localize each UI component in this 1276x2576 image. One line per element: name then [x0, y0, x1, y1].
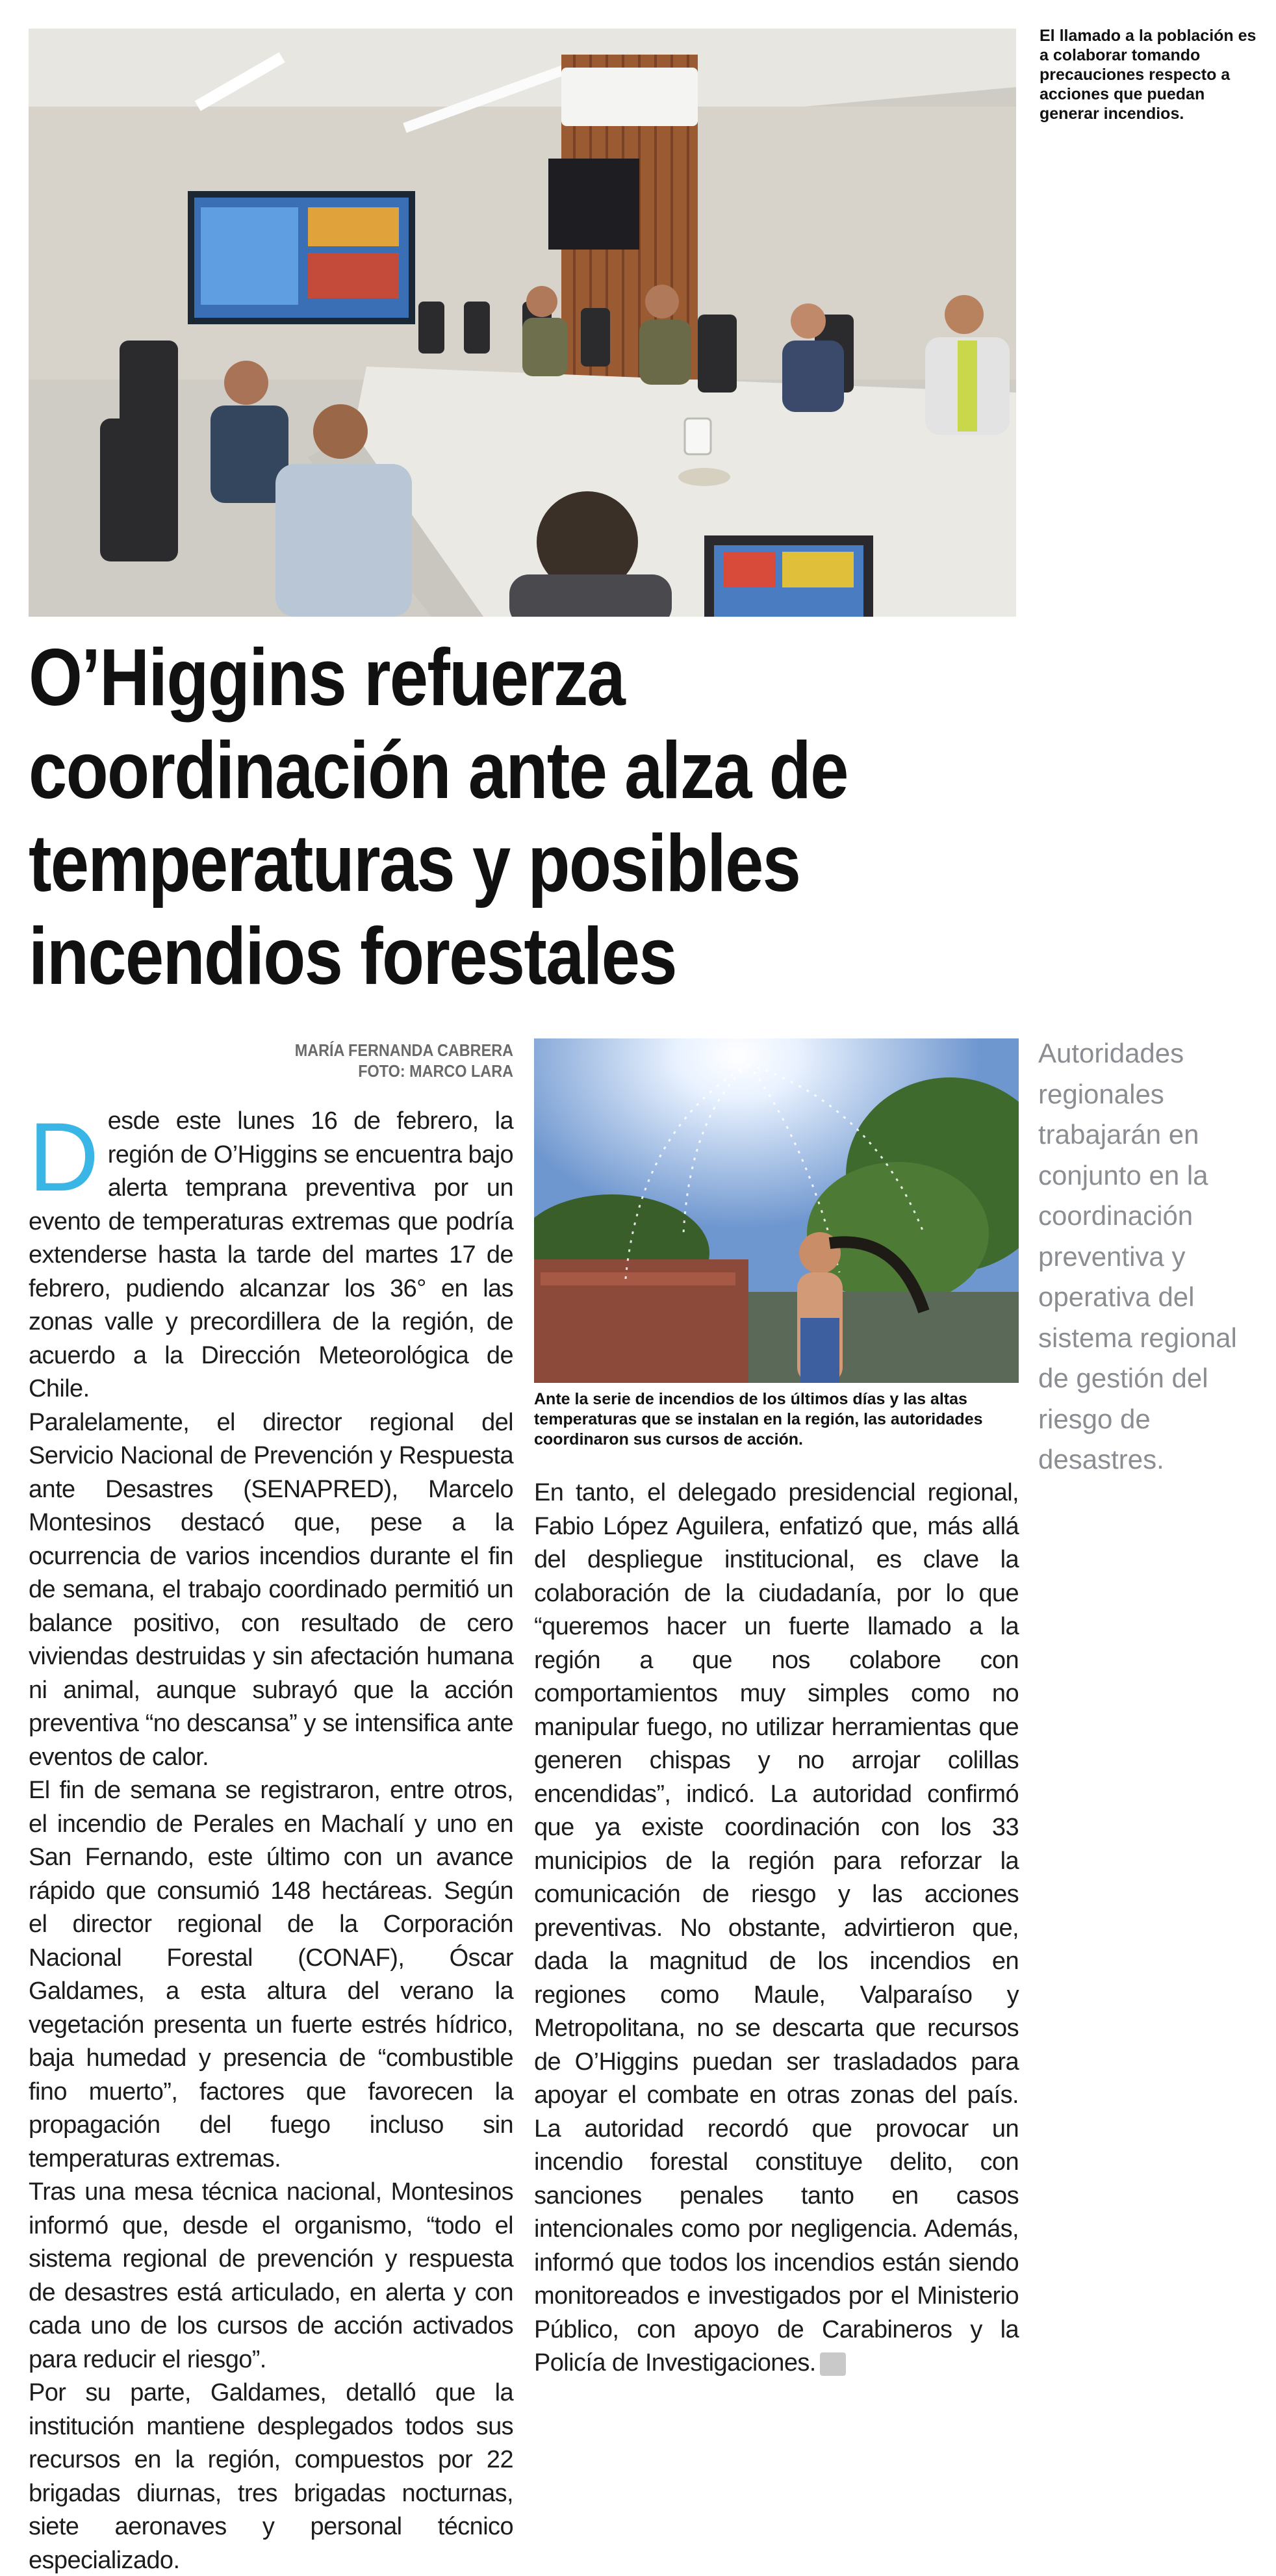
article-column-1: [29, 1102, 513, 2576]
article-headline: [29, 632, 978, 1003]
byline: [274, 1040, 513, 1081]
article-paragraph: Tras una mesa técnica nacional, Montesinos informó que, desde el organismo, “todo el sistema regional de prevención y respuesta de desastres está articulado, en alerta y con cada uno de los cursos de acción activados para reducir el riesgo”.: [29, 2178, 513, 2373]
byline-author: MARÍA FERNANDA CABRERA: [294, 1040, 513, 1060]
drop-cap: D: [29, 1102, 99, 1211]
end-of-article-icon: [820, 2352, 846, 2376]
article-paragraph: [534, 1476, 1019, 2380]
article-paragraph: Paralelamente, el director regional del Servicio Nacional de Prevención y Respuesta ante Desastres (SENAPRED), Marcelo Montesinos destacó que, pese a la ocurrencia de varios incendios durante el fin de semana, el trabajo coordinado permitió un balance positivo, con resultado de cero viviendas destruidas y sin afectación humana ni animal, aunque subrayó que la acción preventiva “no descansa” y se intensifica ante eventos de calor.: [29, 1408, 513, 1771]
headline-line: incendios forestales: [29, 912, 676, 1001]
photo-caption-top: El llamado a la población es a colaborar tomando precauciones respecto a acciones que puedan generar incendios.: [1040, 27, 1257, 123]
meeting-room-illustration: [29, 29, 1016, 617]
article-paragraph: Por su parte, Galdames, detalló que la institución mantiene desplegados todos sus recursos en la región, compuestos por 22 brigadas diurnas, tres brigadas nocturnas, siete aeronaves y personal técnico especializado.: [29, 2379, 513, 2574]
lead-text: esde este lunes 16 de febrero, la región de O’Higgins se encuentra bajo alerta temprana preventiva por un evento de temperaturas extremas que podría extenderse hasta la tarde del martes 17 de febrero, pudiendo alcanzar los 36° en las zonas valle y precordillera de la región, de acuerdo a la Dirección Meteorológica de Chile.: [29, 1107, 513, 1402]
article-paragraph: El fin de semana se registraron, entre otros, el incendio de Perales en Machalí y uno en San Fernando, este último con un avance rápido que consumió 148 hectáreas. Según el director regional de la Corporación Nacional Forestal (CONAF), Óscar Galdames, a esta altura del verano la vegetación presenta un fuerte estrés hídrico, baja humedad y presencia de “combustible fino muerto”, factores que favorecen la propagación del fuego incluso sin temperaturas extremas.: [29, 1777, 513, 2172]
meeting-room-photo: [29, 29, 1016, 617]
fountain-photo: [534, 1038, 1019, 1383]
byline-photo-credit: FOTO: MARCO LARA: [358, 1061, 513, 1081]
headline-line: temperaturas y posibles: [29, 819, 800, 908]
article-column-2: [534, 1476, 1019, 2380]
photo-caption-mid: Ante la serie de incendios de los últimos días y las altas temperaturas que se instalan en la región, las autoridades coordinaron sus cursos de acción.: [534, 1390, 983, 1449]
fountain-illustration: [534, 1038, 1019, 1383]
article-paragraph: [29, 1102, 513, 1406]
article-text: En tanto, el delegado presidencial regional, Fabio López Aguilera, enfatizó que, más allá del despliegue institucional, es clave la colaboración de la ciudadanía, por lo que “queremos hacer un fuerte llamado a la región a que nos colabore con comportamientos muy simples como no manipular fuego, no utilizar herramientas que generen chispas y no arrojar colillas encendidas”, indicó. La autoridad confirmó que ya existe coordinación con los 33 municipios de la región para reforzar la comunicación de riesgo y las acciones preventivas. No obstante, advirtieron que, dada la magnitud de los incendios en regiones como Maule, Valparaíso y Metropolitana, no se descarta que recursos de O’Higgins puedan ser trasladados para apoyar el combate en otras zonas del país. La autoridad recordó que provocar un incendio forestal constituye delito, con sanciones penales tanto en casos intencionales como por negligencia. Además, informó que todos los incendios están siendo monitoreados e investigados por el Ministerio Público, con apoyo de Carabineros y la Policía de Investigaciones.: [534, 1479, 1019, 2376]
headline-line: coordinación ante alza de: [29, 726, 848, 816]
pull-quote: Autoridades regionales trabajarán en conjunto en la coordinación preventiva y operativa del sistema regional de gestión del riesgo de desastres.: [1038, 1038, 1237, 1475]
headline-line: O’Higgins refuerza: [29, 633, 625, 723]
